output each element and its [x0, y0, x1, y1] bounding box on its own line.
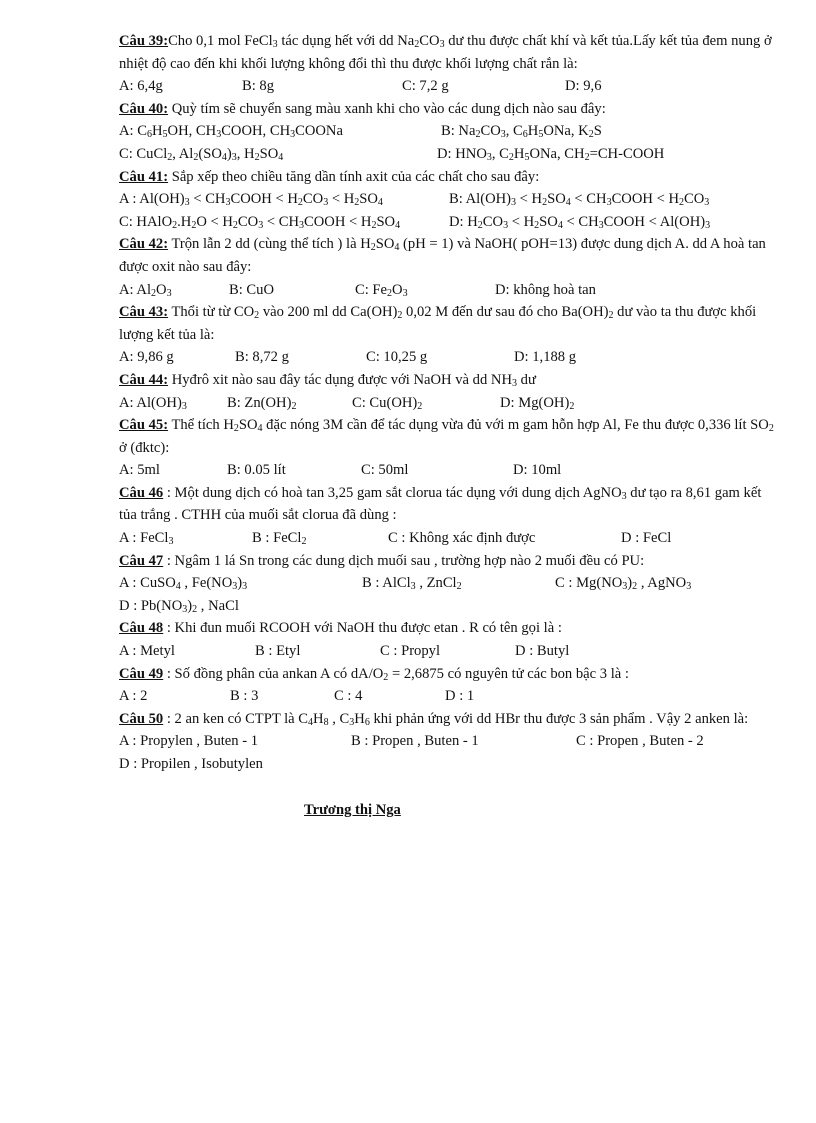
answer-option: C: CuCl$_2$, $Al_2(SO_4)_3$, $H_2SO_4$	[119, 145, 284, 163]
answer-option: A: $Al_2O_3$	[119, 281, 172, 299]
answer-option: D: $H_2CO_3 < H_2SO_4$ < $CH_3COOH < Al(OH)_3$	[449, 213, 711, 231]
answer-options-row	[119, 753, 779, 776]
question-number: Câu 40:	[119, 100, 169, 117]
answer-option: C: 10,25 g	[366, 349, 428, 366]
answer-option: C : Propen , Buten - 2	[576, 733, 704, 750]
question-stem	[119, 414, 779, 459]
question-text: Trộn lẫn 2 dd (cùng thể tích ) là $H_2SO_4$ (pH = 1) và NaOH( pOH=13) được dung dịch A. dd A hoà tan được oxit nào sau đây:	[119, 236, 766, 275]
question-block	[119, 369, 779, 414]
answer-option: D: $HNO_3$, $C_2H_5ONa$, $CH_2=CH$-COOH	[437, 145, 665, 163]
question-block	[119, 617, 779, 662]
answer-options-row	[119, 211, 779, 234]
question-stem	[119, 301, 779, 346]
question-block	[119, 301, 779, 369]
answer-options-row	[119, 346, 779, 369]
question-stem	[119, 166, 779, 189]
answer-option: D : Butyl	[515, 643, 570, 660]
question-stem	[119, 663, 779, 686]
question-block	[119, 98, 779, 166]
question-block	[119, 166, 779, 234]
question-text: : Một dung dịch có hoà tan 3,25 gam sắt clorua tác dụng với dung dịch AgNO$_3$ dư tạo ra 8,61 gam kết tủa trắng . CTHH của muối sắt clorua đã dùng :	[119, 484, 762, 524]
question-number: Câu 43:	[119, 304, 169, 321]
answer-options-row	[119, 640, 779, 663]
answer-option: A: 6,4g	[119, 78, 163, 95]
answer-option: C: $Cu(OH)_2$	[352, 394, 423, 412]
answer-option: A: $C_6H_5OH$, $CH_3COOH$, $CH_3COONa$	[119, 123, 343, 141]
answer-option: A : $Al(OH)_3$ < $CH_3COOH < H_2CO_3 < H_2SO_4$	[119, 191, 383, 209]
author-signature: Trương thị Nga	[304, 802, 401, 818]
answer-option: B : 3	[230, 688, 259, 705]
question-number: Câu 48	[119, 620, 164, 637]
answer-options-row	[119, 75, 779, 98]
question-number: Câu 44:	[119, 371, 169, 388]
question-number: Câu 46	[119, 484, 164, 501]
question-stem	[119, 98, 779, 121]
answer-options-row	[119, 595, 779, 618]
answer-option: D: 10ml	[513, 462, 562, 479]
question-list	[119, 30, 779, 776]
answer-option: D : Propilen , Isobutylen	[119, 756, 263, 772]
question-number: Câu 39:	[119, 33, 169, 49]
question-text: Thể tích $H_2SO_4$ đặc nóng 3M cần để tác dụng vừa đủ với m gam hỗn hợp Al, Fe thu được 0,336 lít $SO_2$ ở (đktc):	[119, 417, 774, 456]
answer-option: C : Không xác định được	[388, 530, 536, 547]
answer-option: B : Etyl	[255, 643, 301, 660]
answer-option: B : AlCl$_3$ , ZnCl$_2$	[362, 575, 462, 593]
answer-option: A : CuSO$_4$ , $Fe(NO_3)_3$	[119, 575, 248, 593]
answer-options-row	[119, 527, 779, 550]
question-text: : Ngâm 1 lá Sn trong các dung dịch muối sau , trường hợp nào 2 muối đều có PU:	[163, 552, 645, 569]
question-block	[119, 663, 779, 708]
question-number: Câu 47	[119, 552, 164, 569]
answer-option: C : $Mg(NO_3)_2$ , AgNO$_3$	[555, 575, 692, 593]
answer-option: B: 0.05 lít	[227, 462, 286, 479]
question-stem	[119, 482, 779, 527]
question-text: Quỳ tím sẽ chuyển sang màu xanh khi cho vào các dung dịch nào sau đây:	[168, 100, 606, 117]
answer-option: B: CuO	[229, 281, 275, 298]
answer-option: D : 1	[445, 688, 475, 705]
question-text: : Khi đun muối RCOOH với NaOH thu được etan . R có tên gọi là :	[163, 620, 562, 637]
question-stem	[119, 617, 779, 640]
answer-option: C: 50ml	[361, 462, 409, 479]
question-text: Hyđrô xit nào sau đây tác dụng được với NaOH và dd $NH_3$ dư	[168, 371, 536, 389]
answer-option: C: 7,2 g	[402, 78, 449, 95]
question-text: Sắp xếp theo chiều tăng dần tính axit của các chất cho sau đây:	[168, 168, 540, 185]
question-number: Câu 42:	[119, 236, 169, 253]
answer-options-row	[119, 188, 779, 211]
question-number: Câu 41:	[119, 168, 169, 185]
question-number: Câu 49	[119, 665, 164, 682]
answer-option: B : FeCl$_2$	[252, 530, 307, 548]
answer-option: B: $Na_2CO_3$, $C_6H_5ONa$, $K_2S$	[441, 123, 602, 141]
answer-option: C : Propyl	[380, 643, 441, 660]
answer-option: D : FeCl	[621, 530, 672, 547]
answer-option: B: 8,72 g	[235, 349, 289, 366]
answer-option: A: $Al(OH)_3$	[119, 394, 187, 412]
answer-option: A : FeCl$_3$	[119, 530, 174, 548]
answer-option: D: 9,6	[565, 78, 602, 95]
question-block	[119, 550, 779, 618]
answer-options-row	[119, 279, 779, 302]
answer-options-row	[119, 143, 779, 166]
question-number: Câu 45:	[119, 417, 169, 434]
answer-option: C: $HAlO_2.H_2O < H_2CO_3$ < $CH_3COOH < H_2SO_4$	[119, 213, 401, 231]
answer-option: B: $Zn(OH)_2$	[227, 394, 297, 412]
question-text: : 2 an ken có CTPT là $C_4H_8$ , $C_3H_6$ khi phản ứng với dd HBr thu được 3 sản phẩm . Vậy 2 anken là:	[163, 710, 749, 728]
question-block	[119, 414, 779, 482]
question-block	[119, 482, 779, 550]
question-number: Câu 50	[119, 710, 164, 727]
answer-option: A : Propylen , Buten - 1	[119, 733, 259, 750]
answer-option: D : $Pb(NO_3)_2$ , NaCl	[119, 597, 239, 615]
question-stem	[119, 708, 779, 731]
question-stem	[119, 369, 779, 392]
answer-option: A : Metyl	[119, 643, 175, 660]
question-block	[119, 30, 779, 98]
answer-option: D: không hoà tan	[495, 281, 596, 298]
answer-options-row	[119, 120, 779, 143]
answer-options-row	[119, 392, 779, 415]
question-stem	[119, 550, 779, 573]
answer-options-row	[119, 572, 779, 595]
answer-option: A: 5ml	[119, 462, 160, 479]
answer-options-row	[119, 685, 779, 708]
question-text: Cho 0,1 mol FeCl$_3$ tác dụng hết với dd $Na_2CO_3$ dư thu được chất khí và kết tủa.Lấy kết tủa đem nung ở nhiệt độ cao đến khi khối lượng không đổi thì thu được khối lượng chất rắn là:	[119, 33, 772, 72]
answer-option: D: $Mg(OH)_2$	[500, 394, 575, 412]
answer-options-row	[119, 730, 779, 753]
answer-option: A: 9,86 g	[119, 349, 174, 366]
question-block	[119, 708, 779, 776]
question-stem	[119, 233, 779, 278]
answer-option: D: 1,188 g	[514, 349, 577, 366]
answer-option: A : 2	[119, 688, 148, 705]
question-stem	[119, 30, 779, 75]
answer-option: C : 4	[334, 688, 363, 705]
answer-option: C: $Fe_2O_3$	[355, 281, 408, 299]
answer-option: B: $Al(OH)_3 < H_2SO_4$ < $CH_3COOH < H_2CO_3$	[449, 191, 710, 209]
answer-option: B : Propen , Buten - 1	[351, 733, 479, 750]
question-text: : Số đồng phân của ankan A có $dA/O_2 = 2,6875$ có nguyên tử các bon bậc 3 là :	[163, 665, 629, 683]
answer-options-row	[119, 459, 779, 482]
question-block	[119, 233, 779, 301]
question-text: Thổi từ từ $CO_2$ vào 200 ml dd $Ca(OH)_2$ 0,02 M đến dư sau đó cho $Ba(OH)_2$ dư vào ta thu được khối lượng kết tủa là:	[119, 304, 757, 343]
answer-option: B: 8g	[242, 78, 275, 95]
